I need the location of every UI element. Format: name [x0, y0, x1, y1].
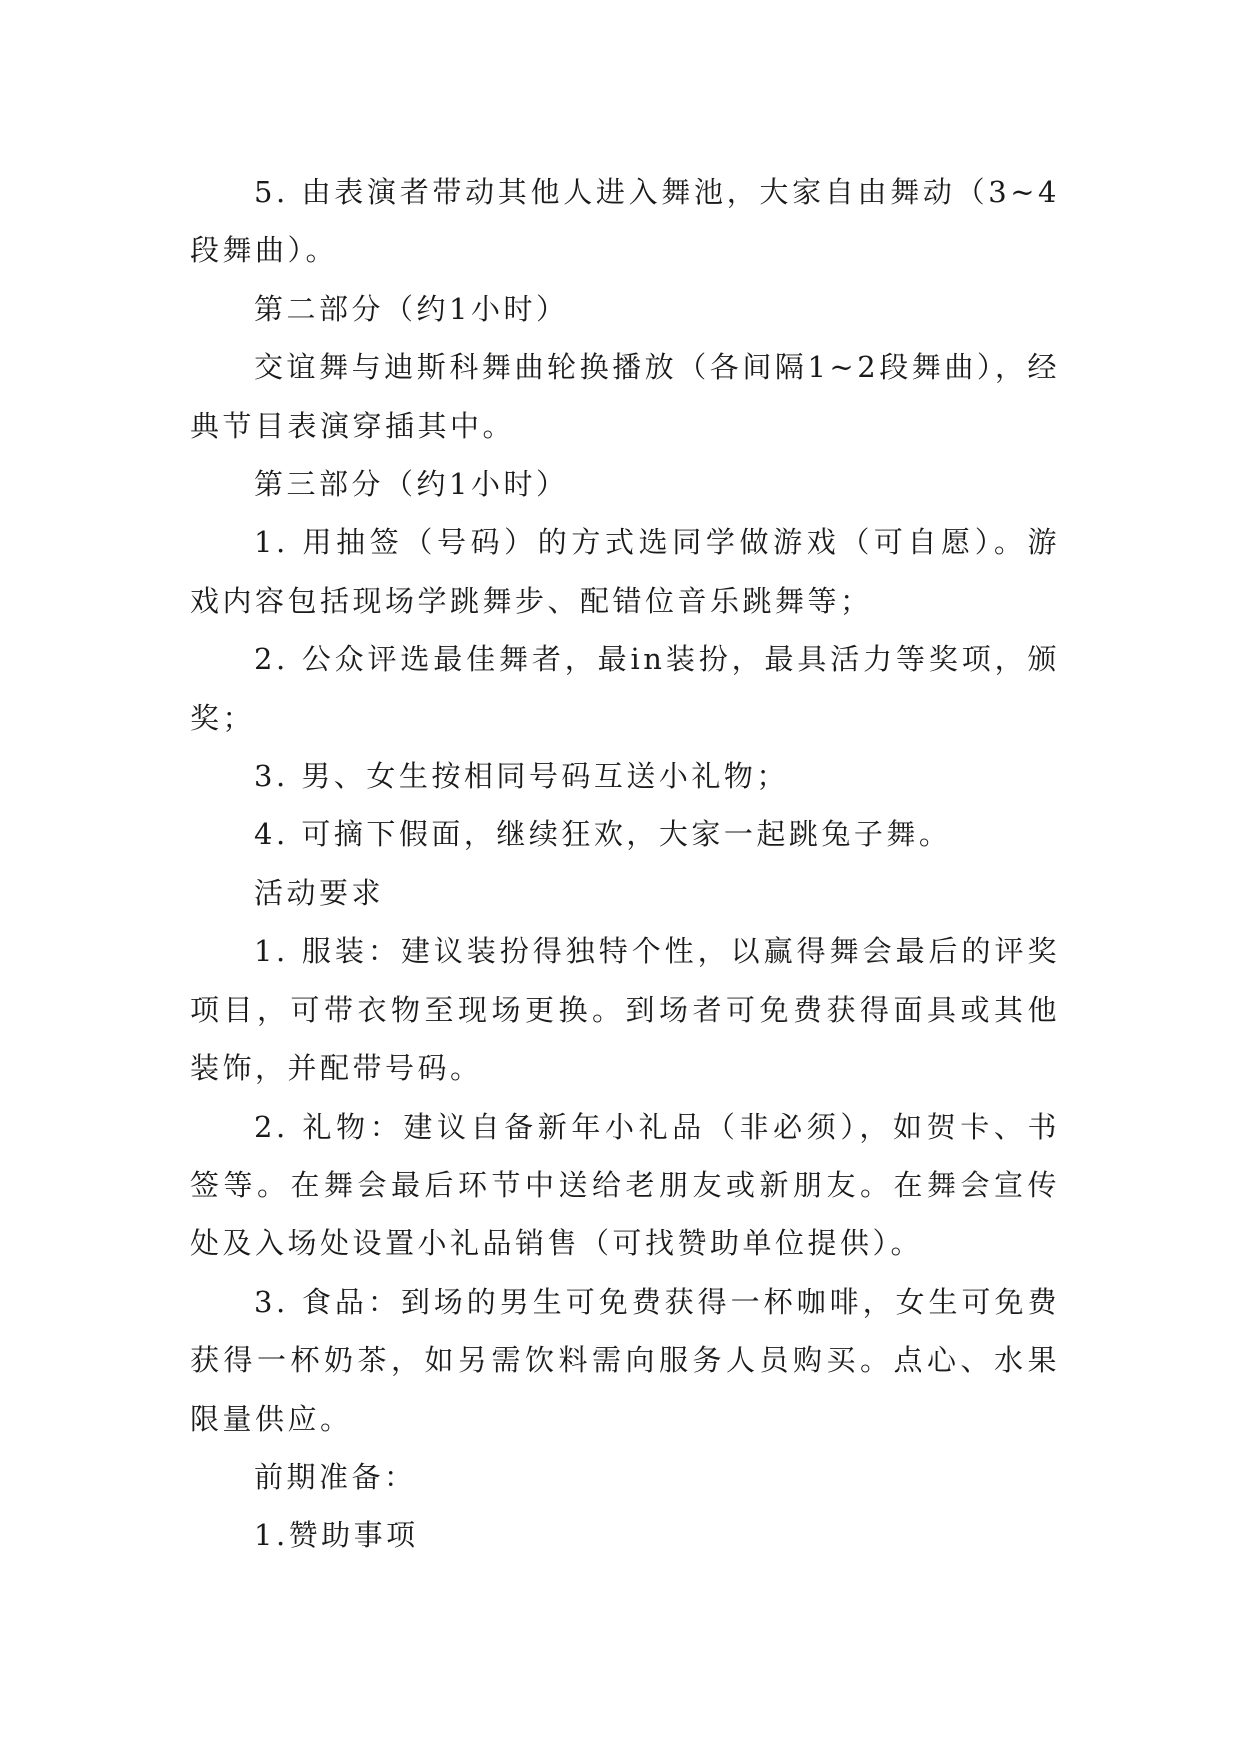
- document-body: [190, 163, 1060, 1565]
- heading-part-two: 第二部分（约1小时）: [254, 291, 569, 326]
- paragraph-awards: 2. 公众评选最佳舞者，最in装扮，最具活力等奖项，颁奖；: [190, 642, 1060, 735]
- paragraph-games: 1. 用抽签（号码）的方式选同学做游戏（可自愿）。游戏内容包括现场学跳舞步、配错位音乐跳舞等；: [190, 525, 1060, 618]
- heading-part-three: 第三部分（约1小时）: [254, 467, 569, 502]
- paragraph-sponsorship: 1.赞助事项: [254, 1518, 419, 1553]
- paragraph-gift-exchange: 3. 男、女生按相同号码互送小礼物；: [254, 759, 789, 794]
- heading-activity-requirements: 活动要求: [254, 875, 385, 910]
- paragraph-gifts: 2. 礼物：建议自备新年小礼品（非必须），如贺卡、书签等。在舞会最后环节中送给老朋友或新朋友。在舞会宣传处及入场处设置小礼品销售（可找赞助单位提供）。: [190, 1109, 1060, 1261]
- paragraph-food: 3. 食品：到场的男生可免费获得一杯咖啡，女生可免费获得一杯奶茶，如另需饮料需向服务人员购买。点心、水果限量供应。: [190, 1284, 1060, 1436]
- paragraph-unmask: 4. 可摘下假面，继续狂欢，大家一起跳兔子舞。: [254, 817, 952, 852]
- heading-preparation: 前期准备：: [254, 1459, 417, 1494]
- paragraph-clothing: 1. 服装：建议装扮得独特个性，以赢得舞会最后的评奖项目，可带衣物至现场更换。到场者可免费获得面具或其他装饰，并配带号码。: [190, 934, 1060, 1086]
- paragraph-part-two-music: 交谊舞与迪斯科舞曲轮换播放（各间隔1~2段舞曲），经典节目表演穿插其中。: [190, 350, 1060, 443]
- paragraph-dance-freestyle: 5. 由表演者带动其他人进入舞池，大家自由舞动（3~4段舞曲）。: [190, 175, 1060, 268]
